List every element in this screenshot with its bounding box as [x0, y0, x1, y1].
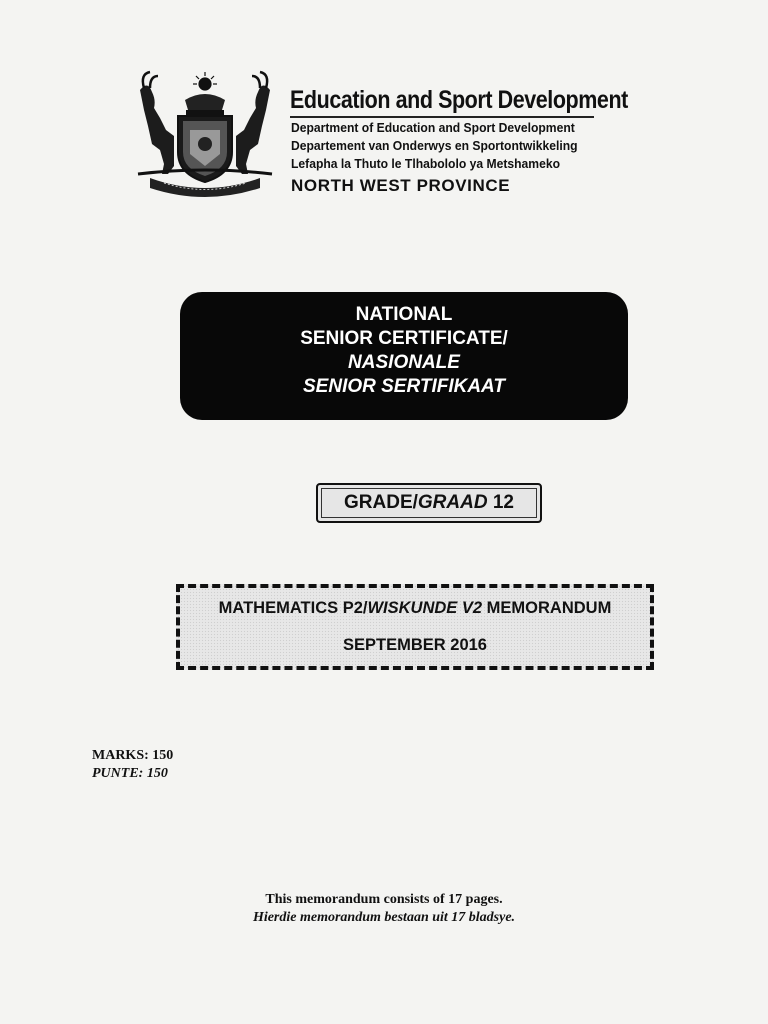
- exam-type: MEMORANDUM: [486, 599, 612, 617]
- certificate-line-1: NATIONAL: [355, 304, 453, 325]
- marks-en: MARKS: 150: [92, 748, 174, 763]
- department-title: Education and Sport Development: [290, 86, 628, 114]
- page-count-af: Hierdie memorandum bestaan uit 17 bladsye.: [252, 910, 516, 925]
- grade-number: 12: [492, 492, 514, 513]
- grade-label-af: GRAAD: [417, 492, 488, 513]
- subject-en: MATHEMATICS P2/: [218, 599, 368, 617]
- certificate-line-3: NASIONALE: [348, 352, 460, 373]
- exam-title: [180, 599, 650, 618]
- department-name-en: Department of Education and Sport Development: [291, 120, 575, 135]
- title-divider: [290, 116, 594, 118]
- department-name-af: Departement van Onderwys en Sportontwikkeling: [291, 138, 578, 153]
- grade-label-en: GRADE/: [344, 492, 418, 513]
- certificate-banner: [180, 292, 628, 420]
- page-count-en: This memorandum consists of 17 pages.: [265, 892, 503, 907]
- subject-af: WISKUNDE V2: [367, 599, 483, 617]
- certificate-line-2: SENIOR CERTIFICATE/: [300, 328, 508, 349]
- certificate-line-4: SENIOR SERTIFIKAAT: [303, 376, 505, 397]
- coat-of-arms-logo: [130, 70, 280, 200]
- exam-date: SEPTEMBER 2016: [343, 636, 487, 654]
- exam-info-box: [176, 584, 654, 670]
- marks-af: PUNTE: 150: [92, 766, 168, 781]
- province-name: NORTH WEST PROVINCE: [291, 176, 511, 195]
- department-name-tn: Lefapha la Thuto le Tlhabololo ya Metshameko: [291, 156, 560, 171]
- grade-box: [316, 483, 542, 523]
